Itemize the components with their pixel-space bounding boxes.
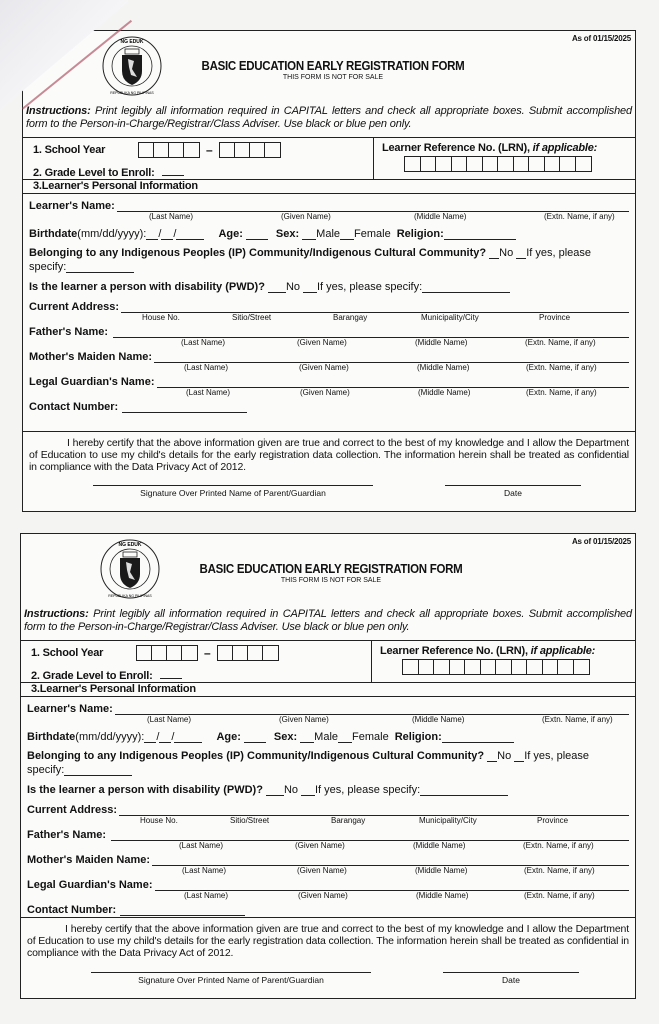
signature-label: Signature Over Printed Name of Parent/Guardian [140,488,326,498]
instructions-text: Print legibly all information required in CAPITAL letters and check all appropriate boxes. Submit accomplished form to the Person-in-Charge/Registrar/Class Adviser. Use black or blue pen only. [24,608,632,633]
sex-female-check[interactable] [340,230,354,240]
form-header [21,534,635,608]
ip-specify-label: specify: [29,261,67,273]
birth-year-field[interactable] [176,230,204,240]
pwd-no-check[interactable] [268,283,286,293]
name-part-last: (Last Name) [184,891,229,900]
sex-male-label: Male [316,228,341,240]
school-year-dash: – [204,646,211,660]
name-part-last: (Last Name) [182,866,227,875]
birth-day-field[interactable] [159,733,171,743]
address-part-city: Municipality/City [421,313,479,322]
religion-label: Religion: [396,228,444,240]
name-part-last: (Last Name) [186,388,231,397]
school-year-to-boxes[interactable] [217,645,279,661]
name-part-given: (Given Name) [299,363,349,372]
learner-name-parts [29,212,629,223]
school-year-label: 1. School Year [31,647,104,659]
birthdate-label: Birthdate [29,228,78,240]
birth-month-field[interactable] [144,733,156,743]
sex-label: Sex: [275,228,300,240]
signature-field[interactable] [91,972,371,973]
lrn-label-italic: if applicable: [527,645,596,657]
contact-number-field[interactable] [122,403,247,413]
ip-question: Belonging to any Indigenous Peoples (IP) Community/Indigenous Cultural Community? [27,750,485,762]
name-part-given: (Given Name) [297,866,347,875]
contact-number-field[interactable] [120,906,245,916]
guardian-name-field[interactable] [155,881,630,891]
mother-name-field[interactable] [154,353,629,363]
address-parts [29,313,629,324]
name-part-middle: (Middle Name) [413,841,466,850]
ip-no-label: No [497,750,512,762]
name-part-given: (Given Name) [279,715,329,724]
name-part-given: (Given Name) [295,841,345,850]
birth-month-field[interactable] [146,230,158,240]
pwd-question: Is the learner a person with disability (PWD)? [27,784,263,796]
ip-specify-field[interactable] [66,263,134,273]
date-label: Date [502,975,520,985]
birthdate-format: (mm/dd/yyyy): [75,731,145,743]
signature-row [23,485,635,511]
guardian-name-field[interactable] [157,378,630,388]
ip-no-check[interactable] [489,249,499,259]
instructions-label: Instructions: [26,105,91,117]
address-parts [27,816,629,827]
lrn-boxes[interactable] [402,659,590,675]
mother-name-field[interactable] [152,856,629,866]
address-part-house: House No. [140,816,178,825]
grade-level-field[interactable] [160,669,182,679]
contact-label: Contact Number: [29,401,119,413]
name-part-middle: (Middle Name) [417,363,470,372]
svg-text:REPUBLIKA NG PILIPINAS: REPUBLIKA NG PILIPINAS [108,594,152,598]
pwd-no-check[interactable] [266,786,284,796]
religion-label: Religion: [394,731,442,743]
sex-female-label: Female [354,228,391,240]
registration-form-1 [22,30,636,512]
mother-label: Mother's Maiden Name: [27,854,151,866]
learner-name-field[interactable] [117,202,629,212]
address-part-province: Province [539,313,571,322]
school-year-to-boxes[interactable] [219,142,281,158]
svg-text:REPUBLIKA NG PILIPINAS: REPUBLIKA NG PILIPINAS [110,91,154,95]
ip-yes-label: If yes, please [524,750,590,762]
certification-section [21,917,635,959]
name-part-last: (Last Name) [149,212,194,221]
form-title: BASIC EDUCATION EARLY REGISTRATION FORM [201,59,465,73]
grade-level-label: 2. Grade Level to Enroll: [33,167,155,179]
address-label: Current Address: [29,301,120,313]
certification-text: I hereby certify that the above information given are true and correct to the best of my knowledge and I allow the Department of Education to use my child's details for the early registration data collection. The information herein shall be treated as confidential in compliance with the Data Privacy Act of 2012. [29,437,629,473]
date-field[interactable] [445,485,581,486]
ip-yes-label: If yes, please [526,247,592,259]
lrn-label: Learner Reference No. (LRN), [380,645,528,657]
instructions-label: Instructions: [24,608,89,620]
pwd-yes-check[interactable] [303,283,317,293]
birth-year-field[interactable] [174,733,202,743]
learner-name-parts [27,715,629,726]
name-part-middle: (Middle Name) [412,715,465,724]
age-label: Age: [218,228,243,240]
name-part-given: (Given Name) [297,338,347,347]
deped-seal-icon [99,538,161,600]
as-of-date: As of 01/15/2025 [571,34,631,43]
svg-text:NG EDUK: NG EDUK [120,39,144,45]
title-block [186,562,476,584]
certification-text: I hereby certify that the above information given are true and correct to the best of my knowledge and I allow the Department of Education to use my child's details for the early registration data collection. The information herein shall be treated as confidential in compliance with the Data Privacy Act of 2012. [27,923,629,959]
name-part-extn: (Extn. Name, if any) [524,891,595,900]
instructions [21,608,635,640]
pwd-question: Is the learner a person with disability (PWD)? [29,281,265,293]
sex-female-check[interactable] [338,733,352,743]
guardian-label: Legal Guardian's Name: [29,376,155,388]
svg-text:NG EDUK: NG EDUK [118,542,142,548]
school-year-row [21,640,635,682]
name-part-last: (Last Name) [179,841,224,850]
religion-field[interactable] [444,230,516,240]
lrn-label: Learner Reference No. (LRN), [382,142,530,154]
lrn-boxes[interactable] [404,156,592,172]
ip-no-label: No [499,247,514,259]
address-field[interactable] [119,806,629,816]
address-part-barangay: Barangay [333,313,368,322]
birthdate-label: Birthdate [27,731,76,743]
guardian-name-parts [29,388,629,399]
name-part-extn: (Extn. Name, if any) [523,841,594,850]
name-part-middle: (Middle Name) [416,891,469,900]
name-part-last: (Last Name) [147,715,192,724]
section-3-header: 3.Learner's Personal Information [23,179,635,194]
personal-info-body: Learner's Name: (Last Name) (Given Name) (Middle Name) (Extn. Name, if any) Birthdate (mm/dd/yyyy): / / Age: Sex: Male Female Religion: Belonging to any Indigenous Peoples (IP) Community/Indigenous Cultural Community? No If yes, please specify: Is the learner a person with disability (PWD)? No If yes, please specify: Current Address: House No. Sitio/Street Barangay Municipality/City Province Father's Name: (Last Name) (Given Name) (Middle Name) (Extn. Name, if any) Mother's Maiden Name: (Last Name) (Given Name) (Middle Name) (Extn. Name, if any) Legal Guardian's Name: (Last Name) (Given Name) (Middle Name) (Extn. Name, if any) Contact Number: [21,697,635,916]
address-field[interactable] [121,303,629,313]
form-header [23,31,635,105]
certification-section [23,431,635,473]
age-label: Age: [216,731,241,743]
guardian-name-parts [27,891,629,902]
school-year-dash: – [206,143,213,157]
sex-male-check[interactable] [300,733,314,743]
section-3-header: 3.Learner's Personal Information [21,682,635,697]
deped-seal-icon [101,35,163,97]
contact-label: Contact Number: [27,904,117,916]
sex-label: Sex: [273,731,298,743]
registration-form-2 [20,533,636,999]
mother-label: Mother's Maiden Name: [29,351,153,363]
signature-row [21,972,635,998]
learner-name-label: Learner's Name: [29,200,115,212]
ip-yes-check[interactable] [516,249,526,259]
name-part-extn: (Extn. Name, if any) [525,338,596,347]
name-part-given: (Given Name) [281,212,331,221]
address-part-street: Sitio/Street [230,816,270,825]
pwd-specify-field[interactable] [422,283,510,293]
form-subtitle: THIS FORM IS NOT FOR SALE [282,74,384,81]
date-label: Date [504,488,522,498]
father-name-parts [27,841,629,852]
name-part-given: (Given Name) [298,891,348,900]
age-field[interactable] [246,230,268,240]
name-part-middle: (Middle Name) [418,388,471,397]
father-name-field[interactable] [111,831,629,841]
name-part-extn: (Extn. Name, if any) [524,866,595,875]
ip-specify-field[interactable] [64,766,132,776]
pwd-no-label: No [283,784,298,796]
name-part-extn: (Extn. Name, if any) [526,388,597,397]
name-part-middle: (Middle Name) [415,338,468,347]
signature-field[interactable] [93,485,373,486]
date-field[interactable] [443,972,579,973]
birth-day-field[interactable] [161,230,173,240]
religion-field[interactable] [442,733,514,743]
address-part-city: Municipality/City [419,816,477,825]
name-part-middle: (Middle Name) [414,212,467,221]
form-subtitle: THIS FORM IS NOT FOR SALE [280,577,382,584]
ip-yes-check[interactable] [514,752,524,762]
instructions-text: Print legibly all information required in CAPITAL letters and check all appropriate boxes. Submit accomplished form to the Person-in-Charge/Registrar/Class Adviser. Use black or blue pen only. [26,105,632,130]
name-part-given: (Given Name) [300,388,350,397]
mother-name-parts [27,866,629,877]
ip-no-check[interactable] [487,752,497,762]
father-label: Father's Name: [29,326,109,338]
personal-info-body: Learner's Name: (Last Name) (Given Name) (Middle Name) (Extn. Name, if any) Birthdate (mm/dd/yyyy): / / Age: Sex: Male Female Religion: Belonging to any Indigenous Peoples (IP) Community/Indigenous Cultural Community? No If yes, please specify: Is the learner a person with disability (PWD)? No If yes, please specify: Current Address: House No. Sitio/Street Barangay Municipality/City Province Father's Name: (Last Name) (Given Name) (Middle Name) (Extn. Name, if any) Mother's Maiden Name: (Last Name) (Given Name) (Middle Name) (Extn. Name, if any) Legal Guardian's Name: (Last Name) (Given Name) (Middle Name) (Extn. Name, if any) Contact Number: [23,194,635,413]
grade-level-field[interactable] [162,166,184,176]
school-year-from-boxes[interactable] [138,142,200,158]
lrn-label-italic: if applicable: [529,142,598,154]
school-year-label: 1. School Year [33,144,106,156]
sex-male-check[interactable] [302,230,316,240]
pwd-yes-check[interactable] [301,786,315,796]
father-name-parts [29,338,629,349]
name-part-extn: (Extn. Name, if any) [542,715,613,724]
name-part-middle: (Middle Name) [415,866,468,875]
pwd-no-label: No [285,281,300,293]
signature-label: Signature Over Printed Name of Parent/Guardian [138,975,324,985]
address-part-province: Province [537,816,569,825]
name-part-extn: (Extn. Name, if any) [544,212,615,221]
age-field[interactable] [244,733,266,743]
address-part-barangay: Barangay [331,816,366,825]
address-part-street: Sitio/Street [232,313,272,322]
birthdate-format: (mm/dd/yyyy): [77,228,147,240]
guardian-label: Legal Guardian's Name: [27,879,153,891]
sex-male-label: Male [314,731,339,743]
learner-name-field[interactable] [115,705,629,715]
as-of-date: As of 01/15/2025 [571,537,631,546]
instructions [23,105,635,137]
address-part-house: House No. [142,313,180,322]
address-label: Current Address: [27,804,118,816]
grade-level-label: 2. Grade Level to Enroll: [31,670,153,682]
ip-question: Belonging to any Indigenous Peoples (IP) Community/Indigenous Cultural Community? [29,247,487,259]
pwd-yes-label: If yes, please specify: [315,784,421,796]
form-title: BASIC EDUCATION EARLY REGISTRATION FORM [199,562,463,576]
ip-specify-label: specify: [27,764,65,776]
mother-name-parts [29,363,629,374]
name-part-extn: (Extn. Name, if any) [526,363,597,372]
name-part-last: (Last Name) [184,363,229,372]
pwd-specify-field[interactable] [420,786,508,796]
name-part-last: (Last Name) [181,338,226,347]
sex-female-label: Female [352,731,389,743]
learner-name-label: Learner's Name: [27,703,113,715]
school-year-row [23,137,635,179]
pwd-yes-label: If yes, please specify: [317,281,423,293]
school-year-from-boxes[interactable] [136,645,198,661]
father-name-field[interactable] [113,328,629,338]
father-label: Father's Name: [27,829,107,841]
title-block [188,59,478,81]
